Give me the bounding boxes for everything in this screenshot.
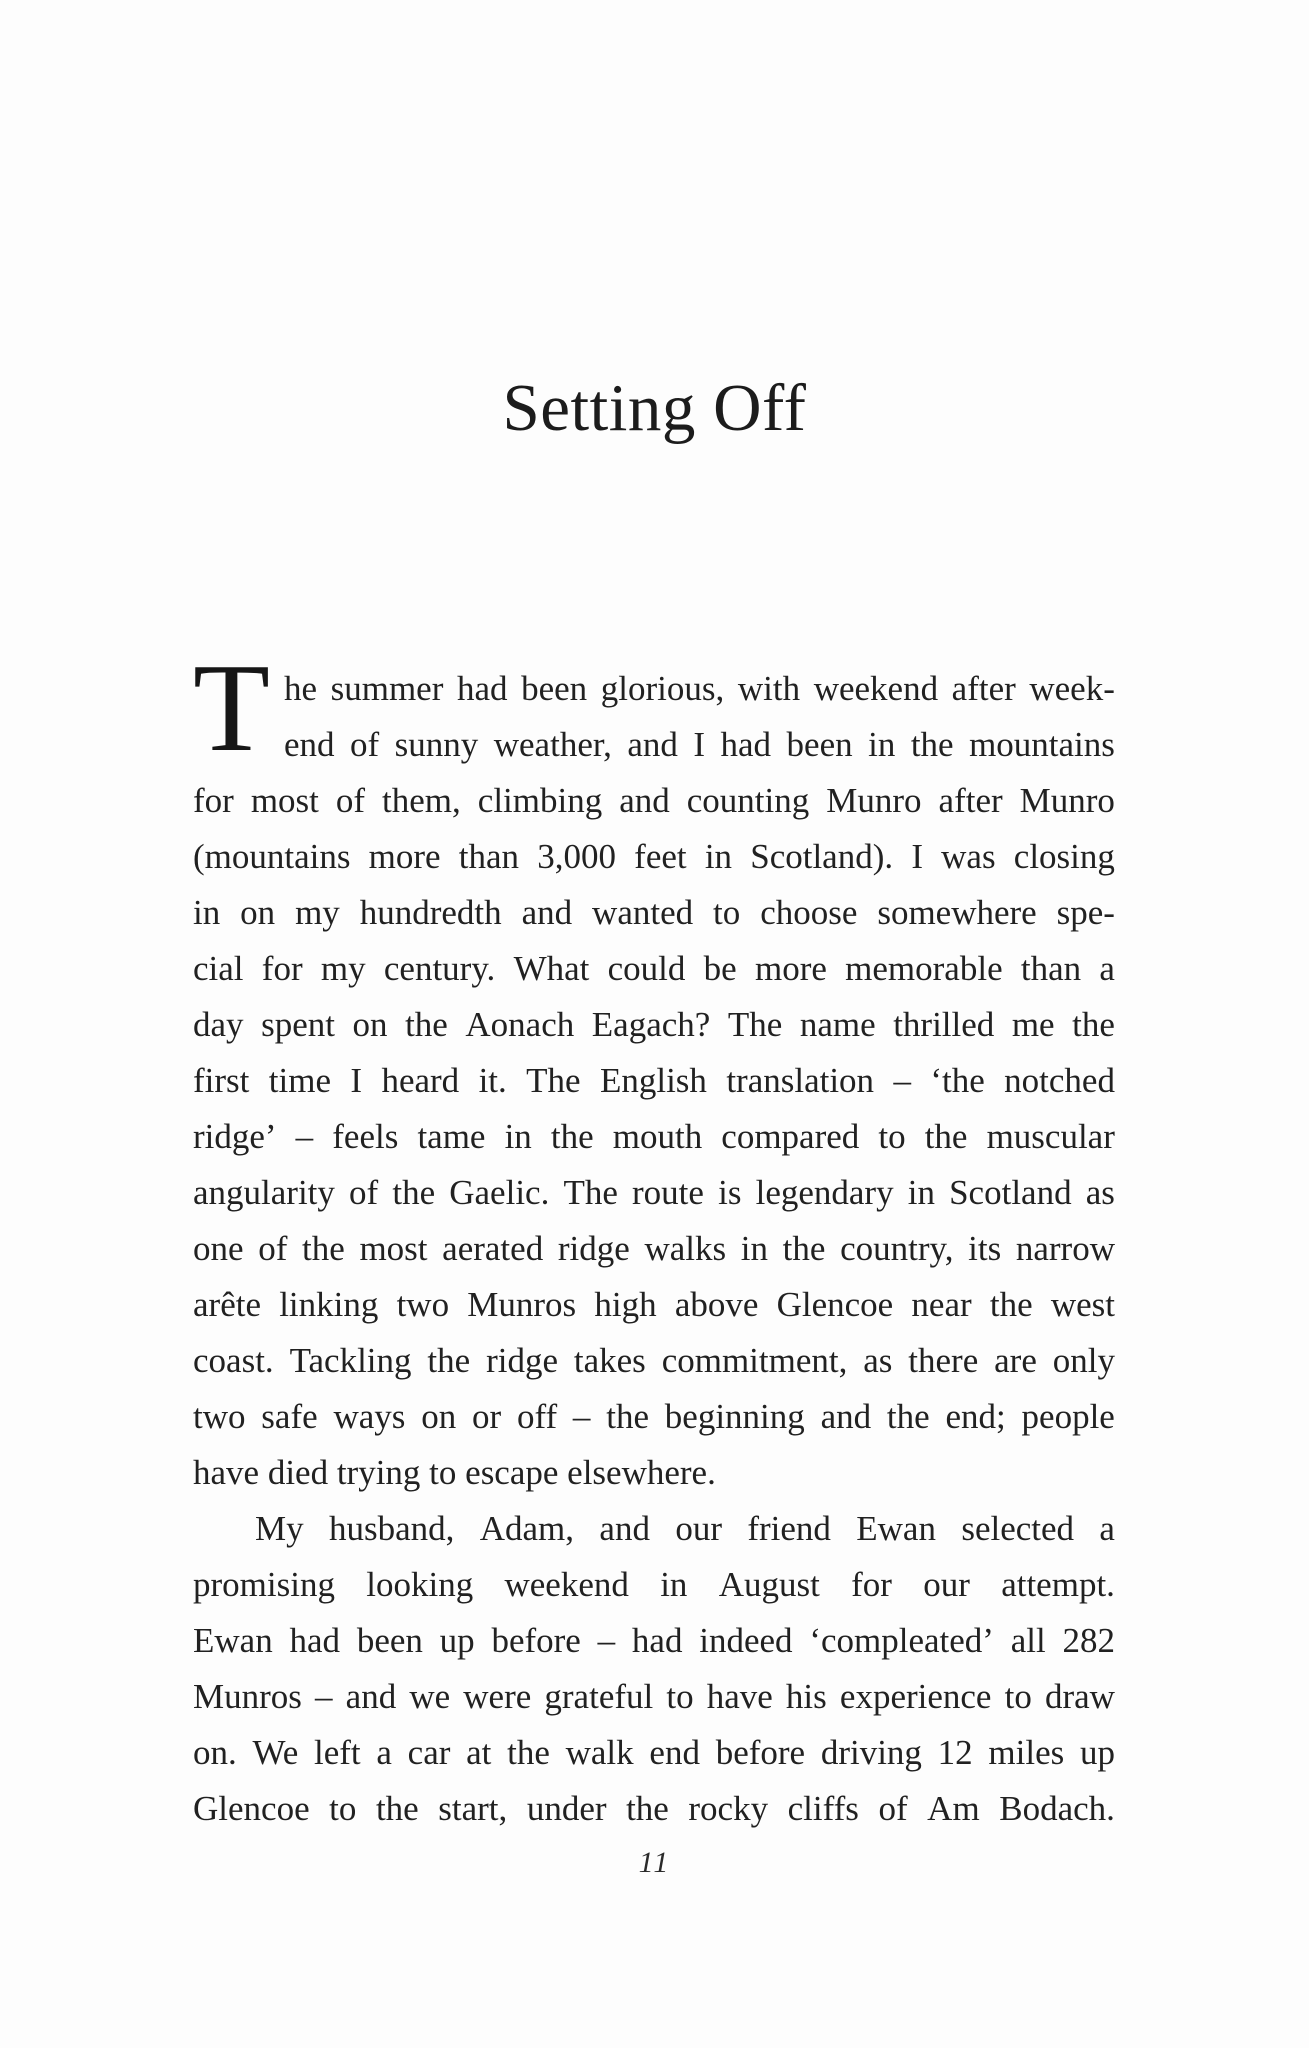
text-line: (mountains more than 3,000 feet in Scotland). I was closing [193,837,1115,876]
text-line: ridge’ – feels tame in the mouth compared to the muscular [193,1117,1115,1156]
text-line: have died trying to escape elsewhere. [193,1453,716,1492]
text-line: day spent on the Aonach Eagach? The name thrilled me the [193,1005,1115,1044]
text-line: first time I heard it. The English translation – ‘the notched [193,1061,1115,1100]
text-line: end of sunny weather, and I had been in the mountains [283,725,1115,764]
chapter-title: Setting Off [502,371,807,445]
text-line: arête linking two Munros high above Glencoe near the west [193,1285,1115,1324]
body-text [193,639,1115,1837]
drop-cap: T [193,639,270,778]
text-line: Ewan had been up before – had indeed ‘compleated’ all 282 [193,1621,1115,1660]
text-line: Munros – and we were grateful to have his experience to draw [193,1677,1115,1716]
text-line: My husband, Adam, and our friend Ewan selected a [255,1509,1115,1548]
text-line: one of the most aerated ridge walks in the country, its narrow [193,1229,1115,1268]
text-line: for most of them, climbing and counting Munro after Munro [193,781,1115,820]
text-line: coast. Tackling the ridge takes commitment, as there are only [193,1341,1115,1380]
text-line: two safe ways on or off – the beginning and the end; people [193,1397,1115,1436]
text-line: angularity of the Gaelic. The route is legendary in Scotland as [193,1173,1115,1212]
page-number: 11 [638,1846,671,1879]
text-line: Glencoe to the start, under the rocky cliffs of Am Bodach. [193,1789,1115,1828]
text-line: on. We left a car at the walk end before driving 12 miles up [193,1733,1115,1772]
text-line: promising looking weekend in August for our attempt. [193,1565,1115,1604]
text-line: he summer had been glorious, with weekend after week- [283,669,1115,708]
text-line: cial for my century. What could be more memorable than a [193,949,1115,988]
text-line: in on my hundredth and wanted to choose somewhere spe- [193,893,1115,932]
